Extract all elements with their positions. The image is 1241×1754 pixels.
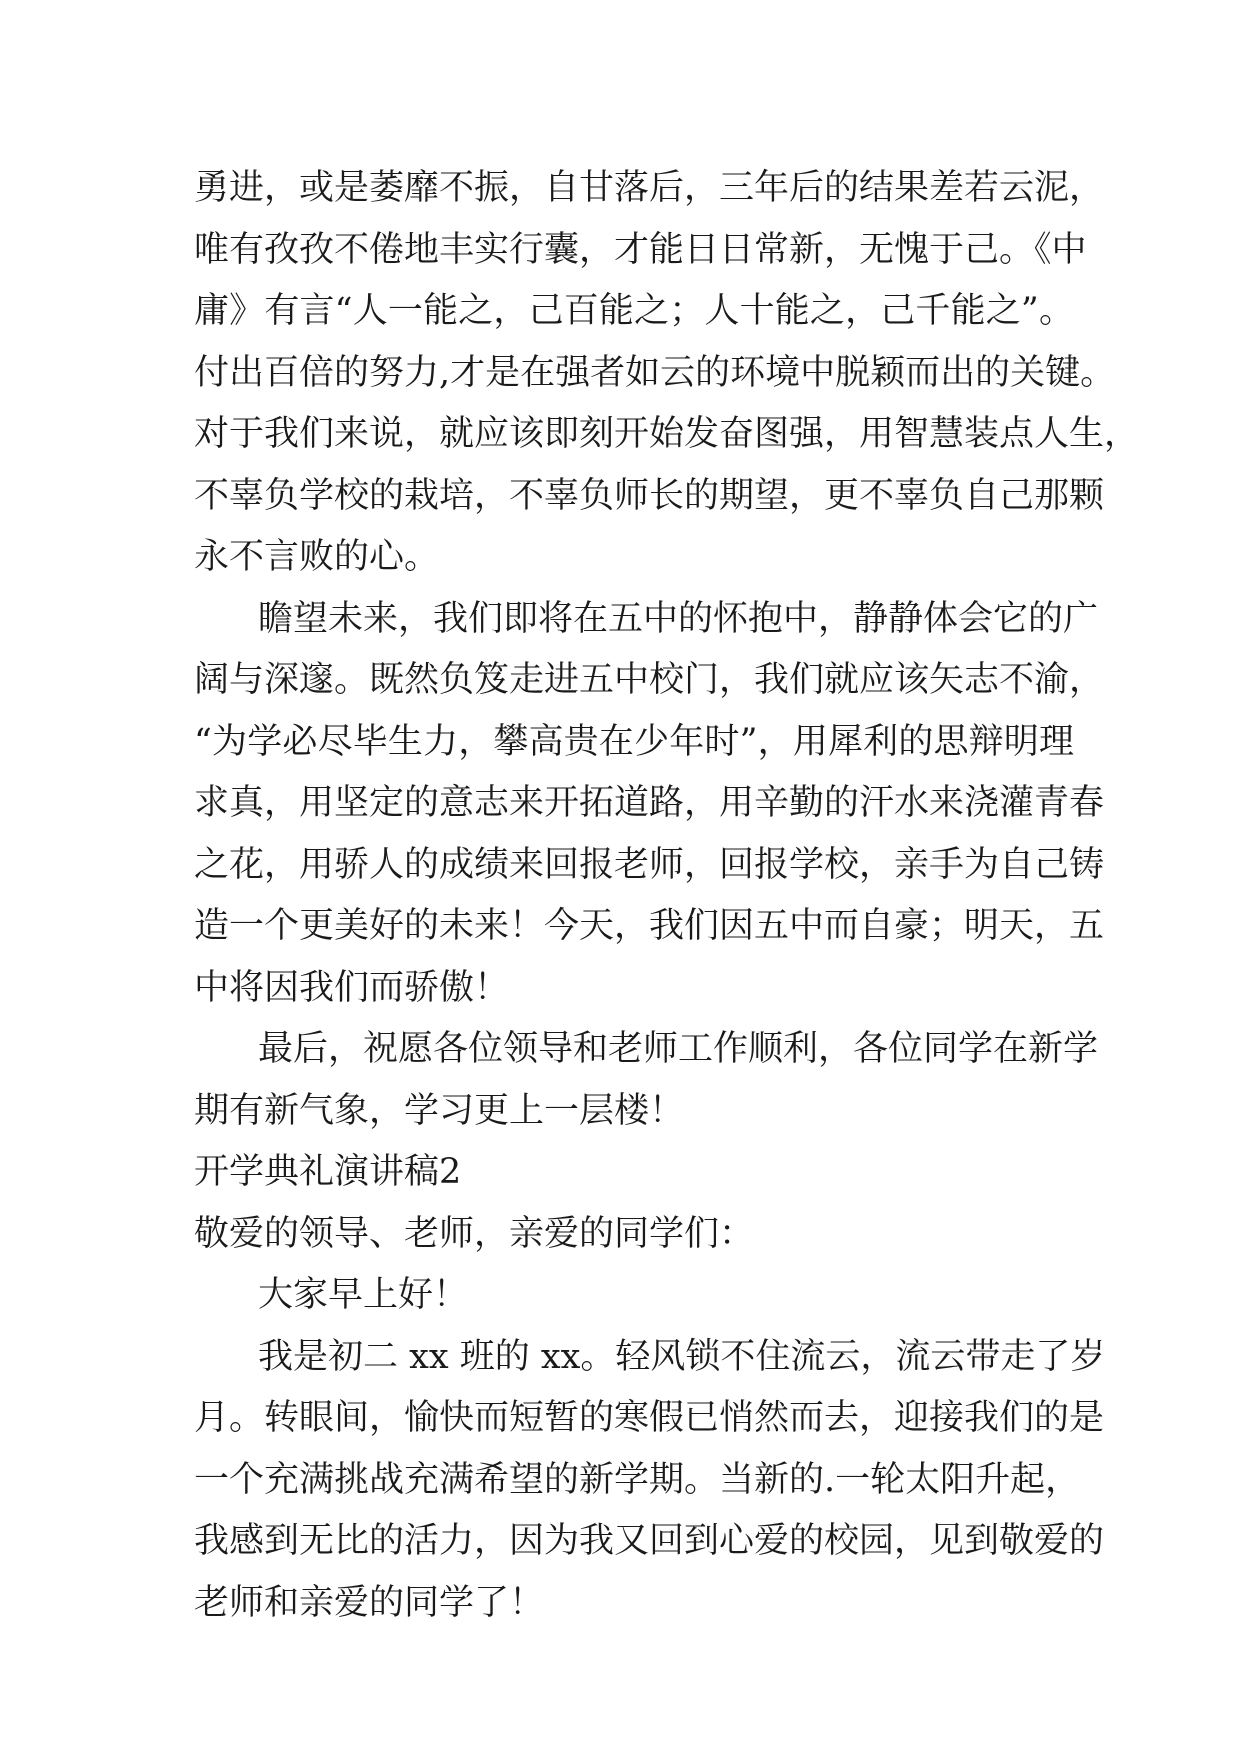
paragraph-first-line: 瞻望未来，我们即将在五中的怀抱中，静静体会它的广 — [258, 598, 1099, 639]
text-line: 阔与深邃。既然负笈走进五中校门，我们就应该矢志不渝， — [194, 660, 1105, 700]
text-line: 对于我们来说，就应该即刻开始发奋图强，用智慧装点人生， — [194, 414, 1140, 454]
text-line: 之花，用骄人的成绩来回报老师，回报学校，亲手为自己铸 — [194, 844, 1105, 885]
text-line: 庸》有言“人一能之，己百能之；人十能之，己千能之”。 — [194, 291, 1074, 331]
text-line: 付出百倍的努力,才是在强者如云的环境中脱颖而出的关键。 — [194, 352, 1116, 393]
text-line: 勇进，或是萎靡不振，自甘落后，三年后的结果差若云泥， — [194, 168, 1105, 208]
text-line: 我感到无比的活力，因为我又回到心爱的校园，见到敬爱的 — [194, 1521, 1105, 1561]
text-line: 中将因我们而骄傲！ — [194, 967, 510, 1008]
text-line: 不辜负学校的栽培，不辜负师长的期望，更不辜负自己那颗 — [194, 475, 1105, 516]
text-line: 老师和亲爱的同学了！ — [194, 1582, 545, 1623]
text-line: 一个充满挑战充满希望的新学期。当新的.一轮太阳升起， — [194, 1459, 1081, 1500]
salutation: 敬爱的领导、老师，亲爱的同学们： — [194, 1213, 755, 1254]
text-line: 求真，用坚定的意志来开拓道路，用辛勤的汗水来浇灌青春 — [194, 783, 1105, 823]
text-line: 永不言败的心。 — [194, 537, 440, 577]
document-body — [194, 158, 1140, 1634]
text-line: “为学必尽毕生力，攀高贵在少年时”，用犀利的思辩明理 — [194, 721, 1074, 762]
text-line: 月。转眼间，愉快而短暂的寒假已悄然而去，迎接我们的是 — [194, 1398, 1105, 1438]
greeting: 大家早上好！ — [258, 1275, 469, 1315]
paragraph-first-line: 最后，祝愿各位领导和老师工作顺利，各位同学在新学 — [258, 1029, 1099, 1069]
section-heading: 开学典礼演讲稿2 — [194, 1152, 462, 1192]
text-line: 唯有孜孜不倦地丰实行囊，才能日日常新，无愧于己。《中 — [194, 229, 1087, 270]
text-line: 造一个更美好的未来！今天，我们因五中而自豪；明天，五 — [194, 906, 1105, 946]
text-line: 期有新气象，学习更上一层楼！ — [194, 1090, 685, 1131]
paragraph-first-line: 我是初二 xx 班的 xx。轻风锁不住流云，流云带走了岁 — [258, 1336, 1106, 1377]
